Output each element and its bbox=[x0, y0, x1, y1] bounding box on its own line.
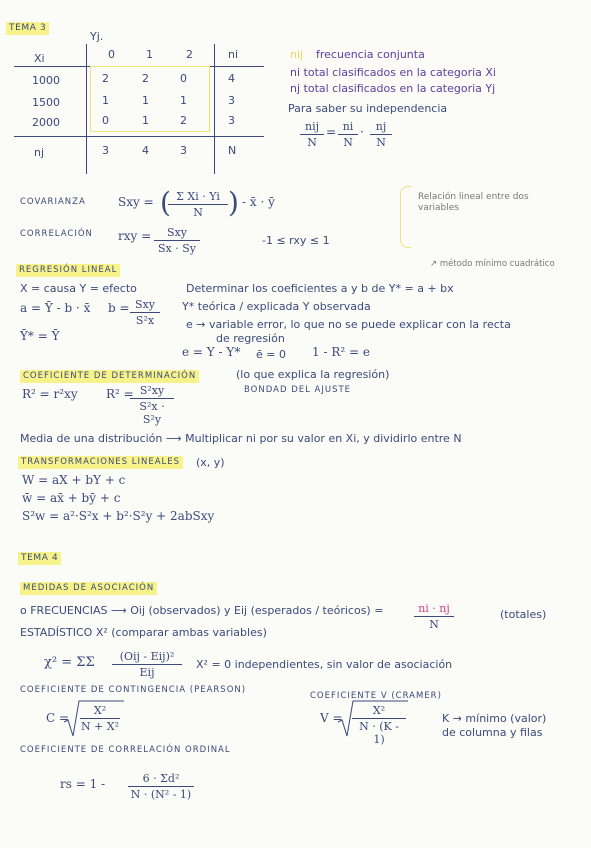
transformaciones-suffix: (x, y) bbox=[196, 456, 225, 469]
chi-frac: (Oij - Eij)² Eij bbox=[112, 650, 182, 679]
independence-equals: = bbox=[326, 125, 337, 139]
nj-text: nj total clasificados en la categoria Yj bbox=[290, 82, 496, 95]
table-cell: 1 bbox=[142, 114, 149, 127]
row-xi: 1000 bbox=[32, 74, 60, 87]
nj-label: nj bbox=[34, 146, 45, 159]
chi-zero-text: X² = 0 independientes, sin valor de asociación bbox=[196, 658, 453, 671]
transform-line-3: S²w = a²·S²x + b²·S²y + 2abSxy bbox=[22, 509, 215, 523]
k-note-2: de columna y filas bbox=[442, 726, 543, 739]
col-header: 1 bbox=[146, 48, 153, 61]
error-text-2: de regresión bbox=[216, 332, 285, 345]
media-text: Media de una distribución ⟶ Multiplicar ni por su valor en Xi, y dividirlo entre N bbox=[20, 432, 462, 445]
a-formula: a = Ȳ - b · x̄ bbox=[20, 301, 91, 315]
correlacion-lhs: rxy = bbox=[118, 229, 152, 243]
independence-frac-a: nij N bbox=[300, 120, 324, 149]
col-header: 2 bbox=[186, 48, 193, 61]
row-ni: 3 bbox=[228, 94, 235, 107]
row-ni: 4 bbox=[228, 72, 235, 85]
independence-frac-b: $\frac{ni}{N}$ bbox=[338, 120, 358, 149]
table-total-rule bbox=[14, 136, 264, 137]
col-header: 0 bbox=[108, 48, 115, 61]
rs-frac: $\frac{\text{6 · Σd²}}{\text{N · (N² - 1)}}$ bbox=[128, 772, 194, 801]
estadistico-text: ESTADÍSTICO X² (comparar ambas variables) bbox=[20, 626, 267, 639]
row-ni: 3 bbox=[228, 114, 235, 127]
correlacion-label: CORRELACIÓN bbox=[20, 229, 93, 239]
contingencia-title: COEFICIENTE DE CONTINGENCIA (PEARSON) bbox=[20, 685, 247, 695]
table-cell: 0 bbox=[180, 72, 187, 85]
frecuencias-note: (totales) bbox=[500, 608, 547, 621]
method-note: ↗ método mínimo cuadrático bbox=[430, 259, 555, 269]
transform-line-2: w̄ = ax̄ + bȳ + c bbox=[22, 491, 121, 505]
c-frac: $\frac{\text{X²}}{\text{N + X²}}$ bbox=[80, 704, 120, 733]
error-text: e → variable error, lo que no se puede explicar con la recta bbox=[186, 318, 511, 331]
yj-label: Yj. bbox=[90, 30, 104, 43]
covarianza-lhs: Sxy = bbox=[118, 195, 154, 209]
b-lhs: b = bbox=[108, 301, 130, 315]
table-cell: 1 bbox=[142, 94, 149, 107]
tema4-title: TEMA 4 bbox=[18, 552, 61, 565]
tema3-title: TEMA 3 bbox=[6, 22, 49, 35]
r2-frac: $\frac{\text{S²xy}}{\text{S²x · S²y}}$ bbox=[130, 384, 174, 426]
determinacion-note: (lo que explica la regresión) bbox=[236, 368, 390, 381]
ni-header: ni bbox=[228, 48, 239, 61]
ebar-zero: ē = 0 bbox=[256, 348, 286, 361]
paren-open-icon: ( bbox=[160, 186, 171, 219]
c-lhs: C = bbox=[46, 711, 70, 725]
ordinal-title: COEFICIENTE DE CORRELACIÓN ORDINAL bbox=[20, 745, 231, 755]
table-cell: 2 bbox=[180, 114, 187, 127]
error-formula: e = Y - Y* bbox=[182, 345, 241, 359]
brace-note: Relación lineal entre dos variables bbox=[418, 192, 529, 213]
r2-formula: R² = r²xy bbox=[22, 387, 78, 401]
brace-icon bbox=[400, 186, 411, 248]
frecuencias-frac: $\frac{ni \cdot nj}{N}$ bbox=[414, 602, 454, 631]
asociacion-title: MEDIDAS DE ASOCIACIÓN bbox=[20, 582, 157, 595]
regresion-title: REGRESIÓN LINEAL bbox=[16, 264, 120, 277]
row-xi: 2000 bbox=[32, 116, 60, 129]
b-frac: Sxy S²x bbox=[130, 298, 160, 327]
v-lhs: V = bbox=[320, 711, 343, 725]
table-xi-divider bbox=[86, 44, 87, 174]
rs-lhs: rs = 1 - bbox=[60, 777, 106, 791]
frecuencias-text: o FRECUENCIAS ⟶ Oij (observados) y Eij (esperados / teóricos) = bbox=[20, 604, 384, 617]
v-frac: $\frac{\text{X²}}{N \cdot (K - 1)}$ bbox=[352, 704, 406, 746]
chi-lhs: χ² = ΣΣ bbox=[44, 655, 95, 670]
nij-text: frecuencia conjunta bbox=[316, 48, 425, 61]
ni-text: ni total clasificados en la categoria Xi bbox=[290, 66, 496, 79]
regresion-determine: Determinar los coeficientes a y b de Y* = a + bx bbox=[186, 282, 454, 295]
correlacion-frac: Sxy Sx · Sy bbox=[154, 226, 200, 255]
correlacion-range: -1 ≤ rxy ≤ 1 bbox=[262, 234, 330, 247]
transformaciones-title: TRANSFORMACIONES LINEALES bbox=[18, 456, 183, 469]
nj-value: 3 bbox=[102, 144, 109, 157]
paren-close-icon: ) bbox=[228, 186, 239, 219]
nij-symbol: nij bbox=[290, 48, 304, 61]
nj-value: 4 bbox=[142, 144, 149, 157]
r2-error: 1 - R² = e bbox=[312, 345, 370, 359]
table-cell: 2 bbox=[102, 72, 109, 85]
covarianza-rest: - x̄ · ȳ bbox=[242, 195, 275, 209]
covarianza-label: COVARIANZA bbox=[20, 197, 86, 207]
k-note-1: K → mínimo (valor) bbox=[442, 712, 547, 725]
bondad-ajuste: BONDAD DEL AJUSTE bbox=[244, 385, 352, 395]
independence-dot: · bbox=[360, 125, 364, 139]
table-cell: 1 bbox=[180, 94, 187, 107]
grand-total: N bbox=[228, 144, 237, 157]
nj-value: 3 bbox=[180, 144, 187, 157]
table-cell: 0 bbox=[102, 114, 109, 127]
covarianza-frac: $\frac{\text{Σ Xi · Yi}}{N}$ bbox=[168, 190, 228, 219]
determinacion-title: COEFICIENTE DE DETERMINACIÓN bbox=[20, 370, 199, 383]
ystar-text: Y* teórica / explicada Y observada bbox=[182, 300, 371, 313]
table-cell: 1 bbox=[102, 94, 109, 107]
table-cell: 2 bbox=[142, 72, 149, 85]
independence-title: Para saber su independencia bbox=[288, 102, 448, 115]
r2-lhs: R² = bbox=[106, 387, 134, 401]
xi-header: Xi bbox=[34, 52, 45, 65]
independence-frac-c: $\frac{nj}{N}$ bbox=[370, 120, 392, 149]
ybar-equal: Ȳ* = Ȳ bbox=[20, 329, 60, 343]
row-xi: 1500 bbox=[32, 96, 60, 109]
table-ni-divider bbox=[214, 44, 215, 174]
cramer-title: COEFICIENTE V (CRAMER) bbox=[310, 691, 442, 701]
regresion-line1: X = causa Y = efecto bbox=[20, 282, 137, 295]
transform-line-1: W = aX + bY + c bbox=[22, 473, 126, 487]
